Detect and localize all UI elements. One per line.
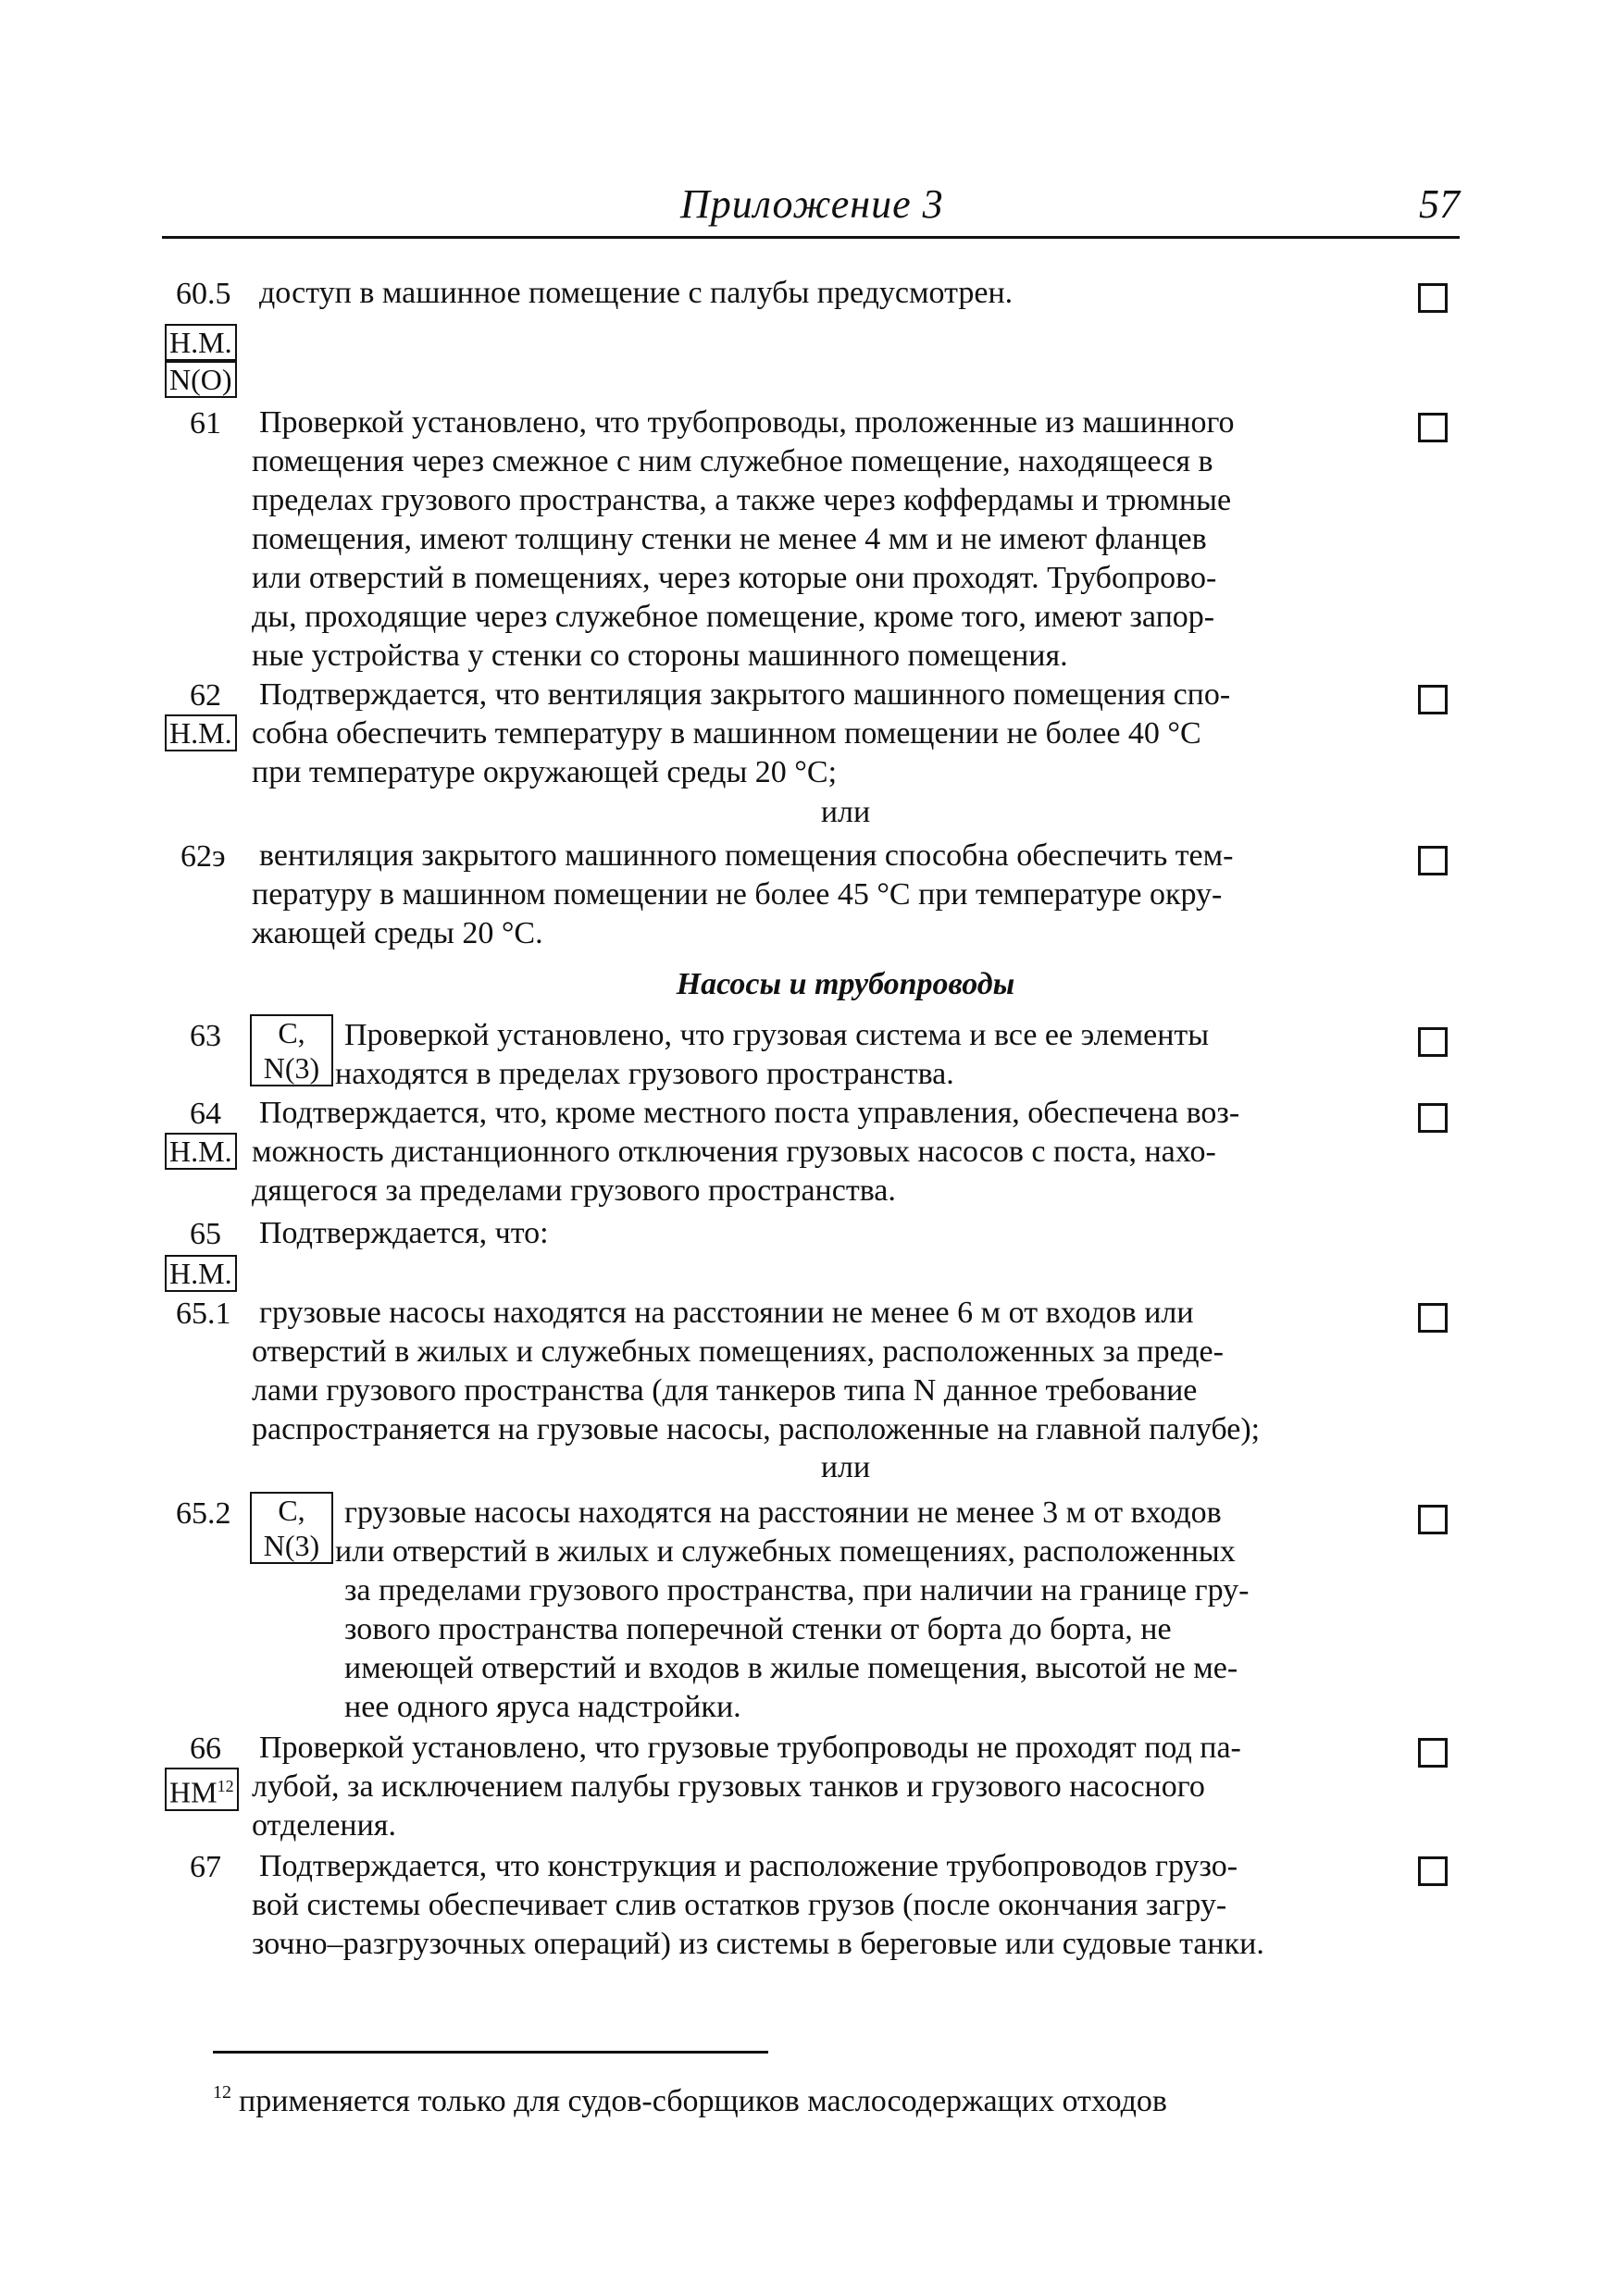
section-heading: Насосы и трубопроводы: [676, 967, 1015, 1001]
requirement-tag: N(3): [250, 1529, 333, 1564]
item-text-line: помещения через смежное с ним служебное помещение, находящееся в: [252, 444, 1213, 478]
item-text-line: имеющей отверстий и входов в жилые помещения, высотой не ме-: [344, 1651, 1238, 1685]
item-text-line: при температуре окружающей среды 20 °С;: [252, 755, 838, 789]
item-text-line: грузовые насосы находятся на расстоянии не менее 6 м от входов или: [259, 1296, 1194, 1330]
check-box[interactable]: [1418, 1303, 1448, 1333]
running-header: [162, 180, 1460, 239]
item-text-line: лами грузового пространства (для танкеров типа N данное требование: [252, 1373, 1198, 1408]
requirement-tag: Н.М.: [165, 1255, 237, 1292]
footnote-ref: 12: [217, 1777, 234, 1795]
item-text: [252, 403, 1388, 676]
footnote: [213, 2073, 1167, 2121]
footnote-text: применяется только для судов-сборщиков маслосодержащих отходов: [239, 2084, 1167, 2118]
item-text: [252, 1729, 1388, 1845]
item-text-line: Подтверждается, что, кроме местного поста управления, обеспечена воз-: [259, 1096, 1240, 1130]
requirement-tag: Н.М.: [165, 714, 237, 751]
item-text-line: Проверкой установлено, что грузовая система и все ее элементы: [344, 1018, 1210, 1052]
check-box[interactable]: [1418, 283, 1448, 313]
item-text: [259, 1214, 1388, 1253]
requirement-tag: N(O): [165, 361, 237, 398]
page-number: 57: [1419, 181, 1460, 227]
alternative-or: или: [820, 795, 871, 829]
item-text-line: Подтверждается, что вентиляция закрытого машинного помещения спо-: [259, 677, 1231, 712]
item-text-line: зового пространства поперечной стенки от борта до борта, не: [344, 1612, 1172, 1646]
item-text-line: вой системы обеспечивает слив остатков грузов (после окончания загру-: [252, 1888, 1227, 1922]
check-box[interactable]: [1418, 1505, 1448, 1534]
requirement-tag: [165, 1768, 239, 1811]
item-number: 66: [190, 1731, 221, 1766]
item-text-line: отверстий в жилых и служебных помещениях, расположенных за преде-: [252, 1334, 1224, 1369]
item-text-line: Подтверждается, что конструкция и расположение трубопроводов грузо-: [259, 1849, 1238, 1883]
item-number: 61: [190, 406, 221, 441]
item-text-line: отделения.: [252, 1808, 396, 1843]
item-text-line: пределах грузового пространства, а также через коффердамы и трюмные: [252, 483, 1232, 517]
item-text-line: зочно–разгрузочных операций) из системы в береговые или судовые танки.: [252, 1927, 1264, 1961]
item-text-line: за пределами грузового пространства, при наличии на границе гру-: [344, 1573, 1250, 1607]
requirement-tag: Н.М.: [165, 1133, 237, 1170]
item-text-line: грузовые насосы находятся на расстоянии не менее 3 м от входов: [344, 1496, 1222, 1530]
item-number: 63: [190, 1019, 221, 1053]
requirement-tag: С,: [250, 1014, 333, 1051]
check-box[interactable]: [1418, 1738, 1448, 1768]
check-box[interactable]: [1418, 1027, 1448, 1057]
item-number: 60.5: [176, 277, 231, 311]
tag-label: НМ: [169, 1775, 218, 1809]
item-text-line: Подтверждается, что:: [259, 1216, 549, 1250]
item-text: [252, 1094, 1388, 1210]
item-text: [259, 274, 1388, 313]
item-number: 67: [190, 1850, 221, 1884]
item-text-line: находятся в пределах грузового пространства.: [335, 1057, 954, 1091]
item-text-line: нее одного яруса надстройки.: [344, 1690, 741, 1724]
item-text-line: лубой, за исключением палубы грузовых танков и грузового насосного: [252, 1769, 1205, 1804]
check-box[interactable]: [1418, 1103, 1448, 1133]
item-text-line: Проверкой установлено, что грузовые трубопроводы не проходят под па-: [259, 1731, 1241, 1765]
item-text: [252, 676, 1388, 792]
item-text: [252, 1847, 1388, 1964]
alternative-or: или: [820, 1450, 871, 1484]
item-text: [252, 837, 1388, 953]
item-text-line: можность дистанционного отключения грузовых насосов с поста, нахо-: [252, 1135, 1216, 1169]
item-text-line: ды, проходящие через служебное помещение, кроме того, имеют запор-: [252, 600, 1215, 634]
requirement-tag: N(3): [250, 1051, 333, 1086]
item-text-line: пературу в машинном помещении не более 45 °С при температуре окру-: [252, 877, 1223, 912]
item-number: 65: [190, 1217, 221, 1251]
item-text-line: дящегося за пределами грузового пространства.: [252, 1173, 896, 1208]
requirement-tag: Н.М.: [165, 324, 237, 361]
item-number: 62э: [180, 839, 226, 874]
item-text: [335, 1016, 1390, 1094]
requirement-tag: С,: [250, 1492, 333, 1529]
check-box[interactable]: [1418, 1856, 1448, 1886]
item-text-line: Проверкой установлено, что трубопроводы, проложенные из машинного: [259, 405, 1235, 440]
item-text: [252, 1294, 1388, 1449]
item-text: [335, 1494, 1362, 1727]
check-box[interactable]: [1418, 413, 1448, 442]
footnote-rule: [213, 2051, 768, 2054]
header-title: Приложение 3: [680, 181, 944, 227]
footnote-mark: 12: [213, 2082, 231, 2103]
item-text-line: или отверстий в жилых и служебных помещениях, расположенных: [335, 1534, 1236, 1569]
item-text-line: жающей среды 20 °С.: [252, 916, 543, 950]
item-text-line: вентиляция закрытого машинного помещения способна обеспечить тем-: [259, 838, 1234, 873]
item-number: 65.2: [176, 1496, 231, 1531]
item-number: 65.1: [176, 1297, 231, 1331]
item-text-line: помещения, имеют толщину стенки не менее 4 мм и не имеют фланцев: [252, 522, 1207, 556]
item-text-line: распространяется на грузовые насосы, расположенные на главной палубе);: [252, 1412, 1261, 1446]
check-box[interactable]: [1418, 685, 1448, 714]
item-text-line: или отверстий в помещениях, через которые они проходят. Трубопрово-: [252, 561, 1217, 595]
item-text-line: доступ в машинное помещение с палубы предусмотрен.: [259, 276, 1014, 310]
item-text-line: собна обеспечить температуру в машинном помещении не более 40 °С: [252, 716, 1201, 751]
item-text-line: ные устройства у стенки со стороны машинного помещения.: [252, 639, 1068, 673]
item-number: 62: [190, 678, 221, 713]
check-box[interactable]: [1418, 846, 1448, 875]
item-number: 64: [190, 1097, 221, 1131]
